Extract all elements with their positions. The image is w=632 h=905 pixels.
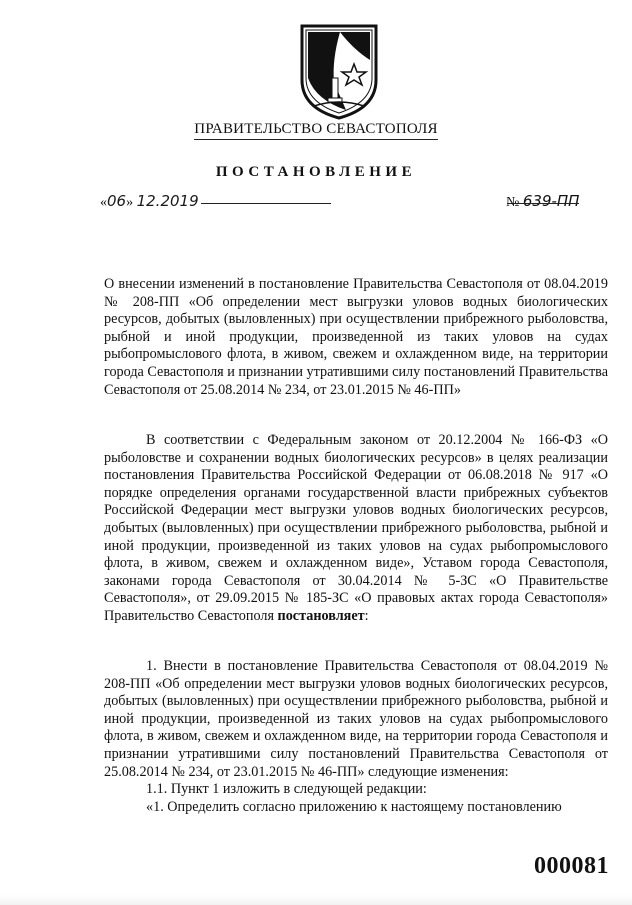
number-underline [507, 203, 579, 204]
item-1 [104, 658, 608, 816]
item-1-1-text: 1.1. Пункт 1 изложить в следующей редакции: [146, 781, 427, 798]
serial-number: 000081 [534, 853, 609, 879]
item-1-1-quote: «1. Определить согласно приложению к настоящему постановлению [146, 798, 562, 815]
preamble-verb: постановляет [277, 607, 365, 624]
date-close-quote: » [126, 195, 134, 210]
preamble-colon: : [364, 607, 369, 624]
preamble-paragraph [104, 432, 608, 626]
item-1-text: 1. Внести в постановление Правительства Севастополя от 08.04.2019 № 208-ПП «Об определении мест выгрузки уловов водных биологических ресурсов, добытых (выловленных) при осуществлении прибрежного рыболовства, рыбной и иной продукции, произведенной из таких уловов на судах рыбопромыслового флота, в живом, свежем и охлажденном виде, на территории города Севастополя и признании утратившими силу постановлений Правительства Севастополя от 25.08.2014 № 234, от 23.01.2015 № 46-ПП» следующие изменения: [104, 658, 608, 780]
subject-text: О внесении изменений в постановление Правительства Севастополя от 08.04.2019 № 208-ПП «Об определении мест выгрузки уловов водных биологических ресурсов, добытых (выловленных) при осуществлении прибрежного рыболовства, рыбной и иной продукции, произведенной из таких уловов на судах рыбопромыслового флота, в живом, свежем и охлажденном виде, на территории города Севастополя и признании утратившими силу постановлений Правительства Севастополя от 25.08.2014 № 234, от 23.01.2015 № 46-ПП» [104, 276, 608, 398]
government-underline [194, 139, 438, 140]
sevastopol-coat-of-arms-icon [294, 20, 384, 122]
document-subject [104, 276, 608, 399]
date-open-quote: « [100, 195, 107, 210]
scan-edge [0, 895, 632, 905]
number-prefix: № [506, 195, 520, 210]
preamble [104, 432, 608, 626]
document-type: ПОСТАНОВЛЕНИЕ [215, 164, 417, 180]
date-month-year: 12.2019 [136, 192, 199, 210]
date-day: 06 [107, 192, 127, 210]
date-underline [201, 203, 331, 204]
government-title [0, 121, 632, 140]
preamble-text: В соответствии с Федеральным законом от 20.12.2004 № 166-ФЗ «О рыболовстве и сохранении водных биологических ресурсов» в целях реализации постановления Правительства Российской Федерации от 06.08.2018 № 917 «О порядке определения органами государственной власти прибрежных субъектов Российской Федерации мест выгрузки уловов водных биологических ресурсов, добытых (выловленных) при осуществлении прибрежного рыболовства, рыбной и иной продукции, произведенной из таких уловов на судах рыбопромыслового флота, в живом, свежем и охлажденном виде», Уставом города Севастополя, законами города Севастополя от 30.04.2014 № 5-ЗС «О Правительстве Севастополя», от 29.09.2015 № 185-ЗС «О правовых актах города Севастополя» Правительство Севастополя [104, 432, 608, 624]
document-number [506, 192, 579, 211]
number-value: 639-ПП [522, 192, 580, 210]
government-name: ПРАВИТЕЛЬСТВО СЕВАСТОПОЛЯ [194, 121, 438, 137]
document-date [100, 192, 331, 211]
